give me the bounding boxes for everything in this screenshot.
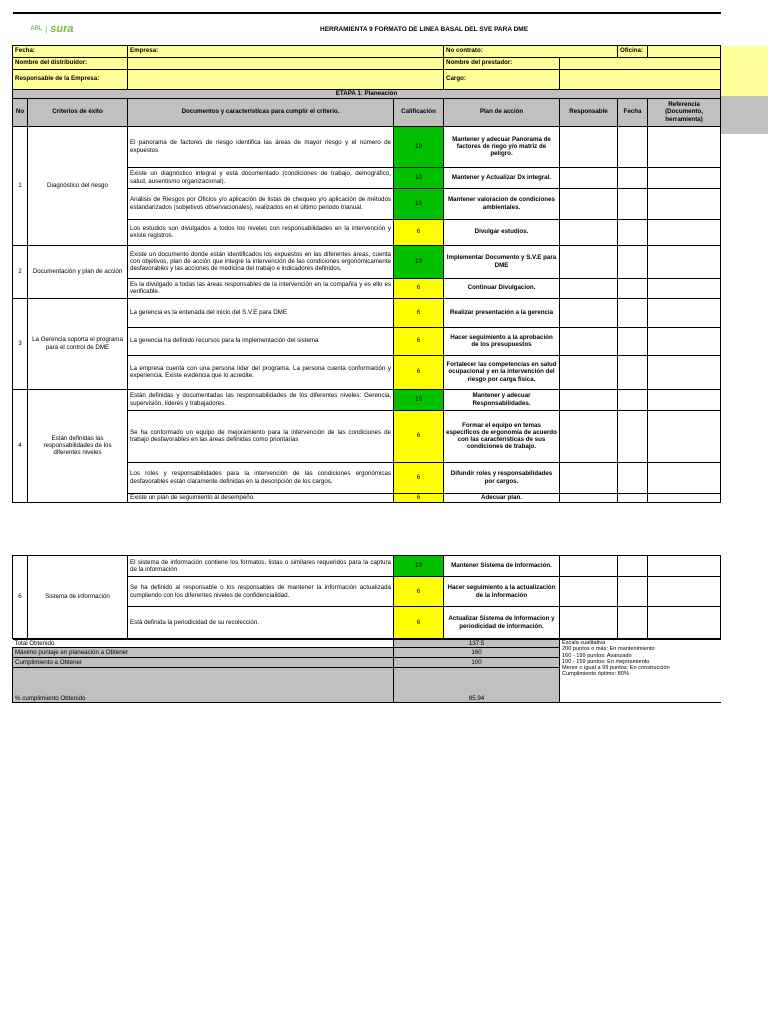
referencia-cell[interactable]: [648, 410, 721, 462]
responsable-cell[interactable]: [560, 188, 618, 219]
cumplimiento-value: 100: [394, 658, 560, 668]
score-cell[interactable]: 6: [394, 410, 444, 462]
referencia-cell[interactable]: [648, 167, 721, 188]
score-cell[interactable]: 10: [394, 389, 444, 410]
col-plan: Plan de acción: [444, 98, 560, 126]
doc-cell: Análisis de Riesgos por Oficios y/o aplicación de listas de chequeo y/o aplicación de métodos estandarizados (subjetivos observacionales), realizados en el último periodo trianual.: [128, 188, 394, 219]
col-criterio: Criterios de éxito: [28, 98, 128, 126]
fecha-cell[interactable]: [618, 298, 648, 327]
summary-table: [12, 639, 721, 703]
fecha-cell[interactable]: [618, 188, 648, 219]
responsable-cell[interactable]: [560, 327, 618, 355]
max-value: 160: [394, 648, 560, 658]
doc-cell: El sistema de información contiene los formatos, listas o similares requeridos para la captura de la información: [128, 556, 394, 577]
plan-cell: Mantener y adecuar Responsabilidades.: [444, 389, 560, 410]
group-no: 4: [13, 389, 28, 502]
score-cell[interactable]: 10: [394, 556, 444, 577]
doc-cell: Los estudios son divulgados a todos los niveles con responsabilidades en la intervención y existe registros.: [128, 219, 394, 245]
oficina-label: Oficina:: [618, 45, 648, 57]
group-criterio: Documentación y plan de acción: [28, 245, 128, 298]
responsable-cell[interactable]: [560, 278, 618, 298]
score-cell[interactable]: 6: [394, 327, 444, 355]
table-row: [13, 389, 721, 410]
plan-cell: Formar el equipo en temas específicos de ergonomía de acuerdo con las características de sus condiciones de trabajo.: [444, 410, 560, 462]
plan-cell: Hacer seguimiento a la actualización de la información: [444, 577, 560, 607]
plan-cell: Fortalecer las competencias en salud ocupacional y en la intervención del riesgo por carga física.: [444, 355, 560, 389]
oficina-field[interactable]: [648, 45, 721, 57]
distribuidor-label: Nombre del distribuidor:: [13, 57, 128, 69]
score-cell[interactable]: 10: [394, 167, 444, 188]
cargo-field[interactable]: [560, 69, 721, 89]
doc-cell: La gerencia ha definido recursos para la implementación del sistema: [128, 327, 394, 355]
cargo-label: Cargo:: [444, 69, 560, 89]
fecha-cell[interactable]: [618, 389, 648, 410]
plan-cell: Divulgar estudios.: [444, 219, 560, 245]
prestador-field[interactable]: [560, 57, 721, 69]
referencia-cell[interactable]: [648, 188, 721, 219]
prestador-label: Nombre del prestador:: [444, 57, 560, 69]
fecha-cell[interactable]: [618, 126, 648, 167]
score-cell[interactable]: 6: [394, 462, 444, 493]
table-row: [13, 126, 721, 167]
empresa-label: Empresa:: [128, 45, 444, 57]
score-cell[interactable]: 6: [394, 355, 444, 389]
score-cell[interactable]: 6: [394, 607, 444, 639]
responsable-cell[interactable]: [560, 410, 618, 462]
col-responsable: Responsable: [560, 98, 618, 126]
referencia-cell[interactable]: [648, 577, 721, 607]
plan-cell: Continuar Divulgacion.: [444, 278, 560, 298]
doc-cell: Se ha definido al responsable o los responsables de mantener la información actualizada cumpliendo con los diferentes niveles de confidencialidad.: [128, 577, 394, 607]
doc-cell: Existe un plan de seguimiento al desempeño.: [128, 493, 394, 502]
responsable-cell[interactable]: [560, 167, 618, 188]
score-cell[interactable]: 6: [394, 298, 444, 327]
fecha-cell[interactable]: [618, 355, 648, 389]
table-row: [13, 245, 721, 278]
logo-brand: sura: [50, 22, 74, 35]
responsable-cell[interactable]: [560, 355, 618, 389]
spreadsheet: [12, 12, 768, 503]
group-no: 3: [13, 298, 28, 389]
group-no: 6: [13, 556, 28, 639]
plan-cell: Difundir roles y responsabilidades por cargos.: [444, 462, 560, 493]
fecha-cell[interactable]: [618, 219, 648, 245]
fecha-cell[interactable]: [618, 462, 648, 493]
contrato-label: No contrato:: [444, 45, 618, 57]
plan-cell: Mantener y Actualizar Dx integral.: [444, 167, 560, 188]
column-header-row: [13, 98, 721, 126]
score-cell[interactable]: 6: [394, 219, 444, 245]
scale-line: Escala cualitativa: [562, 640, 606, 646]
referencia-cell[interactable]: [648, 355, 721, 389]
referencia-cell[interactable]: [648, 298, 721, 327]
pct-value: 85.94: [394, 668, 560, 703]
scale-line: Menor o igual a 99 puntos: En construcción: [562, 665, 670, 672]
responsable-cell[interactable]: [560, 245, 618, 278]
score-cell[interactable]: 10: [394, 126, 444, 167]
scale-line: 200 puntos o más: En mantenimiento: [562, 646, 655, 653]
pct-label: % cumplimiento Obtenido: [13, 668, 394, 703]
plan-cell: Actualizar Sistema de Informacion y periodicidad de información.: [444, 607, 560, 639]
responsable-cell[interactable]: [560, 493, 618, 502]
score-cell[interactable]: 6: [394, 493, 444, 502]
etapa-header: ETAPA 1: Planeación: [13, 89, 721, 98]
logo-prefix: ARL: [30, 25, 43, 32]
responsable-cell[interactable]: [560, 577, 618, 607]
header-table: [12, 12, 721, 503]
max-label: Máximo puntaje en planeación a Obtener: [13, 648, 394, 658]
group-criterio: Diagnóstico del riesgo: [28, 126, 128, 245]
fecha-cell[interactable]: [618, 167, 648, 188]
doc-cell: La gerencia es la entenada del inicio del S.V.E para DME: [128, 298, 394, 327]
responsable-cell[interactable]: [560, 298, 618, 327]
score-cell[interactable]: 10: [394, 188, 444, 219]
plan-cell: Mantener valoracion de condiciones ambientales.: [444, 188, 560, 219]
scale-legend: [560, 640, 721, 703]
responsable-cell[interactable]: [560, 219, 618, 245]
referencia-cell[interactable]: [648, 219, 721, 245]
doc-cell: Se ha conformado un equipo de mejoramiento para la intervención de las condiciones de trabajo desfavorables en las áreas definidas como prioritarias: [128, 410, 394, 462]
referencia-cell[interactable]: [648, 278, 721, 298]
doc-cell: Existe un documento donde están identificados los expuestos en las diferentes áreas, cuenta con objetivos, plan de acción que integre la intervención de las condiciones ergonómicamente desfavorables y las acciones de medicina del trabajo e indicadores definidos,: [128, 245, 394, 278]
fecha-cell[interactable]: [618, 278, 648, 298]
fecha-cell[interactable]: [618, 410, 648, 462]
plan-cell: Implementar Documento y S.V.E para DME: [444, 245, 560, 278]
group-criterio: Están definidas las responsabilidades de los diferentes niveles: [28, 389, 128, 502]
col-referencia: Referencia (Documento, herramienta): [648, 98, 721, 126]
cumplimiento-label: Cumplimiento a Obtener: [13, 658, 394, 668]
responsable-cell[interactable]: [560, 462, 618, 493]
score-cell[interactable]: 10: [394, 245, 444, 278]
group-criterio: Sistema de información: [28, 556, 128, 639]
referencia-cell[interactable]: [648, 126, 721, 167]
responsable-label: Responsable de la Empresa:: [13, 69, 128, 89]
doc-cell: Existe un diagnóstico integral y está documentado (condiciones de trabajo, demográfico, salud, ausentismo organizacional).: [128, 167, 394, 188]
referencia-cell[interactable]: [648, 462, 721, 493]
total-label: Total Obtenido: [13, 640, 394, 648]
responsable-cell[interactable]: [560, 389, 618, 410]
distribuidor-field[interactable]: [128, 57, 444, 69]
referencia-cell[interactable]: [648, 327, 721, 355]
doc-cell: El panorama de factores de riesgo identifica las áreas de mayor riesgo y el número de expuestos: [128, 126, 394, 167]
col-calificacion: Calificación: [394, 98, 444, 126]
group-no: 2: [13, 245, 28, 298]
doc-cell: Están definidas y documentadas las responsabilidades de los diferentes niveles: Gerencia, supervisión, líderes y trabajadores.: [128, 389, 394, 410]
referencia-cell[interactable]: [648, 245, 721, 278]
responsable-cell[interactable]: [560, 556, 618, 577]
plan-cell: Adecuar plan.: [444, 493, 560, 502]
doc-cell: Está definida la periodicidad de su recolección.: [128, 607, 394, 639]
fecha-cell[interactable]: [618, 493, 648, 502]
referencia-cell[interactable]: [648, 556, 721, 577]
plan-cell: Hacer seguimiento a la aprobación de los presupuestos: [444, 327, 560, 355]
plan-cell: Realizar presentación a la gerencia: [444, 298, 560, 327]
section-2-table: [12, 555, 721, 639]
referencia-cell[interactable]: [648, 607, 721, 639]
plan-cell: Mantener y adecuar Panorama de factores de riego y/o matriz de peligro.: [444, 126, 560, 167]
scale-line: 100 - 159 puntos: En mejoramiento: [562, 658, 650, 665]
fecha-label: Fecha:: [13, 45, 128, 57]
referencia-cell[interactable]: [648, 493, 721, 502]
col-fecha: Fecha: [618, 98, 648, 126]
doc-cell: Es la divulgado a todas las áreas responsables de la intervención en la compañía y es ello es verificable.: [128, 278, 394, 298]
fecha-cell[interactable]: [618, 607, 648, 639]
scale-line: 160 - 199 puntos: Avanzado: [562, 652, 632, 659]
fecha-cell[interactable]: [618, 245, 648, 278]
responsable-cell[interactable]: [560, 607, 618, 639]
referencia-cell[interactable]: [648, 389, 721, 410]
score-cell[interactable]: 6: [394, 577, 444, 607]
responsable-cell[interactable]: [560, 126, 618, 167]
col-documentos: Documentos y características para cumplir el criterio.: [128, 98, 394, 126]
section-2: [12, 555, 720, 703]
group-no: 1: [13, 126, 28, 245]
logo: ARL | sura: [13, 13, 128, 45]
scale-line: Cumplimiento óptimo: 80%: [562, 671, 629, 678]
fecha-cell[interactable]: [618, 327, 648, 355]
col-no: No: [13, 98, 28, 126]
table-row: [13, 556, 721, 577]
doc-cell: Los roles y responsabilidades para la intervención de las condiciones ergonómicas desfavorables están claramente definidas en la descripción de los cargos.: [128, 462, 394, 493]
fecha-cell[interactable]: [618, 577, 648, 607]
page-title: HERRAMIENTA 9 FORMATO DE LINEA BASAL DEL SVE PARA DME: [128, 13, 721, 45]
responsable-field[interactable]: [128, 69, 444, 89]
table-row: [13, 298, 721, 327]
group-criterio: La Gerencia soporta el programa para el control de DME: [28, 298, 128, 389]
plan-cell: Mantener Sistema de Información.: [444, 556, 560, 577]
score-cell[interactable]: 6: [394, 278, 444, 298]
doc-cell: La empresa cuenta con una persona líder del programa. La persona cuenta conformación y experiencia. Existe evidencia que lo acredite.: [128, 355, 394, 389]
fecha-cell[interactable]: [618, 556, 648, 577]
total-value: 137.5: [394, 640, 560, 648]
